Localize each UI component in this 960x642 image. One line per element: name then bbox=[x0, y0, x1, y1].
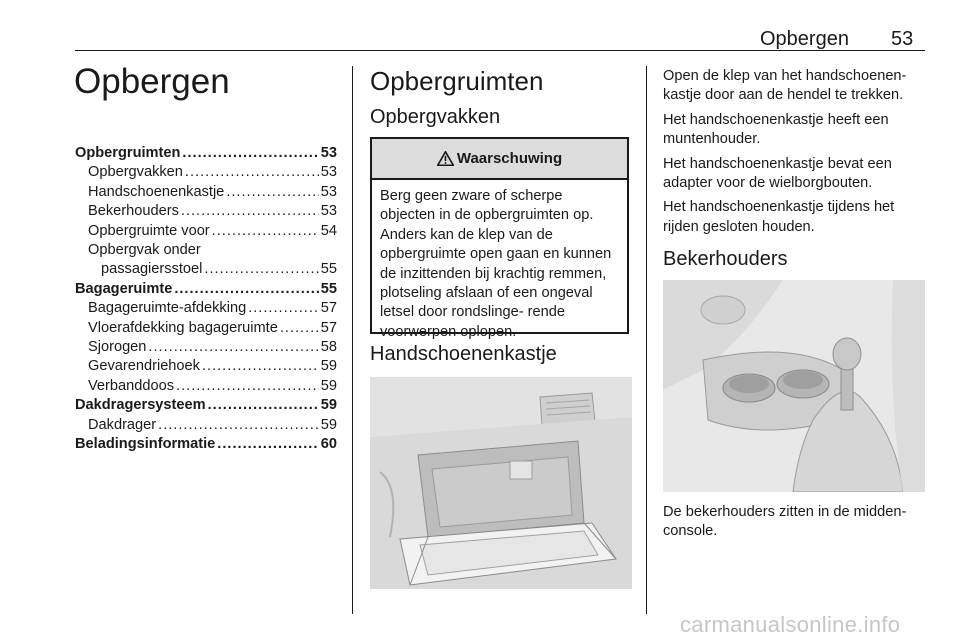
toc-entry-label: Verbanddoos bbox=[88, 377, 175, 394]
watermark: carmanualsonline.info bbox=[680, 612, 901, 637]
toc-entry[interactable] bbox=[75, 377, 337, 396]
toc-entry[interactable] bbox=[75, 319, 337, 338]
toc-entry-label: Handschoenenkastje bbox=[88, 183, 225, 200]
glovebox-description bbox=[663, 67, 931, 242]
toc-entry-label: Vloerafdekking bagageruimte bbox=[88, 319, 278, 336]
toc-leader bbox=[148, 338, 318, 357]
glovebox-illustration bbox=[370, 377, 632, 589]
toc-entry-label: Beladingsinformatie bbox=[75, 436, 216, 453]
toc-entry[interactable] bbox=[75, 396, 337, 415]
paragraph: Het handschoenenkastje heeft een muntenhouder. bbox=[663, 111, 889, 148]
toc-leader bbox=[248, 299, 319, 318]
toc-leader bbox=[208, 396, 319, 415]
section-title: Opbergruimten bbox=[370, 66, 544, 96]
toc-page-number: 53 bbox=[320, 203, 337, 220]
toc-leader bbox=[176, 377, 319, 396]
toc-entry-label: Dakdrager bbox=[88, 416, 157, 433]
toc-page-number: 55 bbox=[320, 261, 337, 278]
warning-box bbox=[370, 137, 629, 340]
warning-title: Waarschuwing bbox=[456, 150, 563, 167]
toc-leader bbox=[226, 183, 318, 202]
toc-entry-label: Dakdragersysteem bbox=[75, 397, 206, 414]
toc-entry[interactable] bbox=[75, 163, 337, 182]
toc-leader bbox=[212, 222, 319, 241]
toc-entry-label: Opbergvak onder bbox=[88, 242, 201, 259]
chapter-title: Opbergen bbox=[74, 62, 230, 101]
toc-entry-label: Sjorogen bbox=[88, 339, 147, 356]
toc-leader bbox=[185, 163, 319, 182]
toc-leader bbox=[217, 435, 318, 454]
toc-page-number: 59 bbox=[320, 397, 337, 414]
toc-entry-label: passagiersstoel bbox=[101, 261, 203, 278]
toc-entry-label: Bagageruimte bbox=[75, 280, 173, 297]
paragraph: Open de klep van het handschoenen- kastje door aan de hendel te trekken. bbox=[663, 68, 907, 104]
toc-page-number: 58 bbox=[320, 339, 337, 356]
toc-entry-label: Gevarendriehoek bbox=[88, 358, 200, 375]
warning-text: Berg geen zware of scherpe objecten in de opbergruimten op. Anders kan de klep van de opbergruimte open gaan en kunnen de inzittenden bij krachtig remmen, plotseling afslaan of een ongeval letsel door rondslinge- rende voorwerpen oplopen. bbox=[380, 188, 612, 340]
toc-page-number: 55 bbox=[320, 280, 337, 297]
toc-page-number: 59 bbox=[320, 358, 337, 375]
toc-page-number: 57 bbox=[320, 300, 337, 317]
toc-entry-continuation[interactable] bbox=[75, 260, 337, 279]
column-separator-right bbox=[646, 66, 647, 614]
cupholders-title: Bekerhouders bbox=[663, 248, 788, 270]
toc-entry[interactable] bbox=[75, 416, 337, 435]
toc-leader bbox=[204, 260, 318, 279]
toc-page-number: 59 bbox=[320, 377, 337, 394]
glovebox-title: Handschoenenkastje bbox=[370, 343, 557, 365]
cupholders-caption: De bekerhouders zitten in de midden- console. bbox=[663, 504, 907, 540]
toc-leader bbox=[181, 202, 319, 221]
toc-leader bbox=[182, 144, 318, 163]
toc-entry[interactable] bbox=[75, 280, 337, 299]
toc-entry[interactable] bbox=[75, 144, 337, 163]
toc-leader bbox=[158, 416, 319, 435]
toc-page-number: 60 bbox=[320, 436, 337, 453]
toc-entry[interactable] bbox=[75, 222, 337, 241]
toc-entry-label: Opbergvakken bbox=[88, 164, 183, 181]
toc-page-number: 57 bbox=[320, 319, 337, 336]
toc-leader bbox=[174, 280, 318, 299]
cupholders-illustration bbox=[663, 280, 925, 492]
subsection-title: Opbergvakken bbox=[370, 106, 501, 128]
warning-triangle-icon bbox=[437, 151, 454, 166]
toc-entry[interactable] bbox=[75, 202, 337, 221]
page-number: 53 bbox=[891, 28, 914, 50]
paragraph: Het handschoenenkastje tijdens het rijden gesloten houden. bbox=[663, 199, 895, 235]
column-separator-left bbox=[352, 66, 353, 614]
toc-entry[interactable] bbox=[75, 299, 337, 318]
toc-entry-label: Bagageruimte-afdekking bbox=[88, 300, 247, 317]
toc-entry[interactable] bbox=[75, 183, 337, 202]
toc-page-number: 53 bbox=[320, 164, 337, 181]
toc-entry[interactable] bbox=[75, 357, 337, 376]
toc-entry[interactable] bbox=[75, 338, 337, 357]
table-of-contents bbox=[75, 144, 337, 455]
toc-page-number: 53 bbox=[320, 183, 337, 200]
header-rule bbox=[75, 50, 925, 51]
toc-entry[interactable] bbox=[75, 241, 337, 260]
running-header-title: Opbergen bbox=[760, 28, 849, 50]
toc-entry-label: Bekerhouders bbox=[88, 203, 179, 220]
toc-entry[interactable] bbox=[75, 435, 337, 454]
toc-entry-label: Opbergruimten bbox=[75, 145, 181, 161]
toc-entry-label: Opbergruimte voor bbox=[88, 222, 210, 239]
toc-page-number: 59 bbox=[320, 416, 337, 433]
paragraph: Het handschoenenkastje bevat een adapter voor de wielborgbouten. bbox=[663, 155, 892, 192]
toc-page-number: 53 bbox=[320, 145, 337, 161]
warning-header bbox=[372, 139, 627, 180]
toc-leader bbox=[280, 319, 319, 338]
toc-leader bbox=[202, 357, 319, 376]
toc-page-number: 54 bbox=[320, 222, 337, 239]
